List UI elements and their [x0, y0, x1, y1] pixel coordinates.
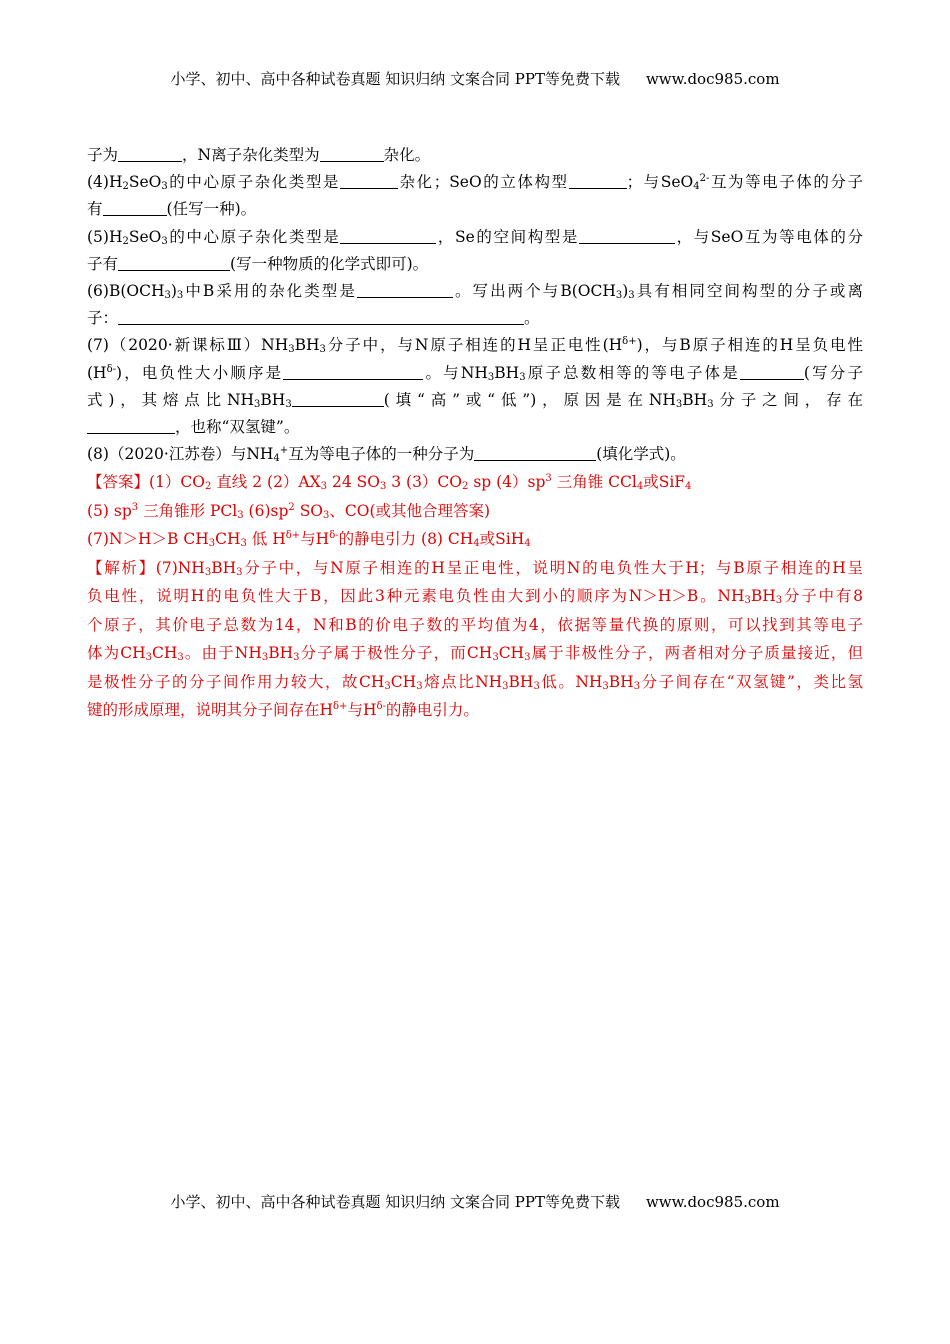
document-body — [87, 142, 863, 725]
answer-label: 【答案】 — [87, 473, 150, 492]
analysis-line-6: 键的形成原理，说明其分子间存在$H^{\delta+}$与$H^{\delta-}$的静电引力。 — [87, 701, 479, 720]
footer-url[interactable]: www.doc985.com — [645, 1193, 780, 1211]
answer-blank[interactable] — [87, 417, 175, 434]
question-7: (7)（2020·新课标$Ⅲ)NH_3BH_3$分子中，与N原子相连的H呈正电性$(H^{\delta+})$，与B原子相连的H呈负电性 — [87, 336, 863, 356]
answer-blank[interactable] — [474, 444, 596, 461]
answer-blank[interactable] — [340, 227, 436, 244]
answer-blank[interactable] — [320, 145, 384, 162]
answer-blank[interactable] — [118, 308, 524, 325]
header-title: 小学、初中、高中各种试卷真题 知识归纳 文案合同 PPT等免费下载 — [170, 70, 620, 88]
answer-line-2: (5) $sp^3$ 三角锥形 PCl$_3$ $(6)sp^2$ $SO_3$、CO(或其他合理答案) — [87, 501, 491, 521]
question-6-line-2: 子： 。 — [87, 309, 540, 328]
answer-line-3: (7)N＞H＞B $CH_3CH_3$ 低 $H^{\delta+}$与$H^{\delta-}$的静电引力 (8) $CH_4$或SiH$_4$ — [87, 530, 531, 550]
answer-blank[interactable] — [118, 145, 182, 162]
answer-blank[interactable] — [340, 172, 398, 189]
answer-blank[interactable] — [569, 172, 627, 189]
question-3-continuation: 子为 ，N离子杂化类型为 杂化。 — [87, 146, 431, 164]
answer-line-1: 【答案】$(1)CO_2$ 直线 2 $(2)AX_3$ 24 $SO_3$ 3 $(3)CO_2$ sp $(4)sp^3$ 三角锥 CCl$_4$或SiF$_4$ — [87, 473, 692, 493]
footer-title: 小学、初中、高中各种试卷真题 知识归纳 文案合同 PPT等免费下载 — [170, 1193, 620, 1211]
question-6: $(6)B(OCH_3)_3$中B采用的杂化类型是 。写出两个与$B(OCH_3)_3$具有相同空间构型的分子或离 — [87, 281, 863, 301]
analysis-line-5: 是极性分子的分子间作用力较大，故$CH_3CH_3$熔点比$NH_3BH_3$低。$NH_3BH_3$分子间存在“双氢键”，类比氢 — [87, 672, 863, 692]
question-7-line-3: 式)，其熔点比$NH_3BH_3$ (填“高”或“低”)，原因是在$NH_3BH_3$分子之间，存在 — [87, 390, 863, 410]
question-7-line-2: $(H^{\delta-})$，电负性大小顺序是 。与$NH_3BH_3$原子总数相等的等电子体是 (写分子 — [87, 363, 863, 383]
question-5: $(5)H_2SeO_3$的中心原子杂化类型是 ，Se的空间构型是 ，与SeO互为等电体的分 — [87, 227, 863, 247]
question-7-line-4: ，也称“双氢键”。 — [87, 414, 863, 441]
answer-blank[interactable] — [357, 281, 453, 298]
answer-section — [87, 468, 863, 725]
analysis-line-2: 负电性，说明H的电负性大于B，因此3种元素电负性由大到小的顺序为N＞H＞B。$NH_3BH_3$分子中有8 — [87, 587, 863, 607]
answer-blank[interactable] — [118, 254, 230, 271]
question-5-line-2: 子有 (写一种物质的化学式即可)。 — [87, 254, 429, 273]
analysis-label: 【解析】 — [87, 558, 156, 577]
answer-blank[interactable] — [579, 227, 675, 244]
answer-blank[interactable] — [740, 363, 804, 380]
page-footer — [0, 1191, 950, 1212]
page-header — [0, 68, 950, 89]
question-4-line-2: 有 (任写一种)。 — [87, 200, 257, 219]
analysis-line-1: 【解析】$(7)NH_3BH_3$分子中，与N原子相连的H呈正电性，说明N的电负性大于H；与B原子相连的H呈 — [87, 558, 863, 578]
header-url[interactable]: www.doc985.com — [645, 70, 780, 88]
answer-blank[interactable] — [283, 363, 423, 380]
answer-blank[interactable] — [103, 199, 167, 216]
question-4: $(4)H_2SeO_3$的中心原子杂化类型是 杂化；SeO的立体构型 ；与SeO$_4^{2-}$互为等电子体的分子 — [87, 173, 863, 193]
analysis-line-3: 个原子，其价电子总数为14，N和B的价电子数的平均值为4，依据等量代换的原则，可以找到其等电子 — [87, 615, 863, 634]
question-8: (8)（2020·江苏卷）与$NH_4^+$互为等电子体的一种分子为 (填化学式)。 — [87, 445, 686, 465]
analysis-line-4: 体为$CH_3CH_3$。由于$NH_3BH_3$分子属于极性分子，而$CH_3CH_3$属于非极性分子，两者相对分子质量接近，但 — [87, 644, 863, 664]
answer-blank[interactable] — [292, 390, 384, 407]
